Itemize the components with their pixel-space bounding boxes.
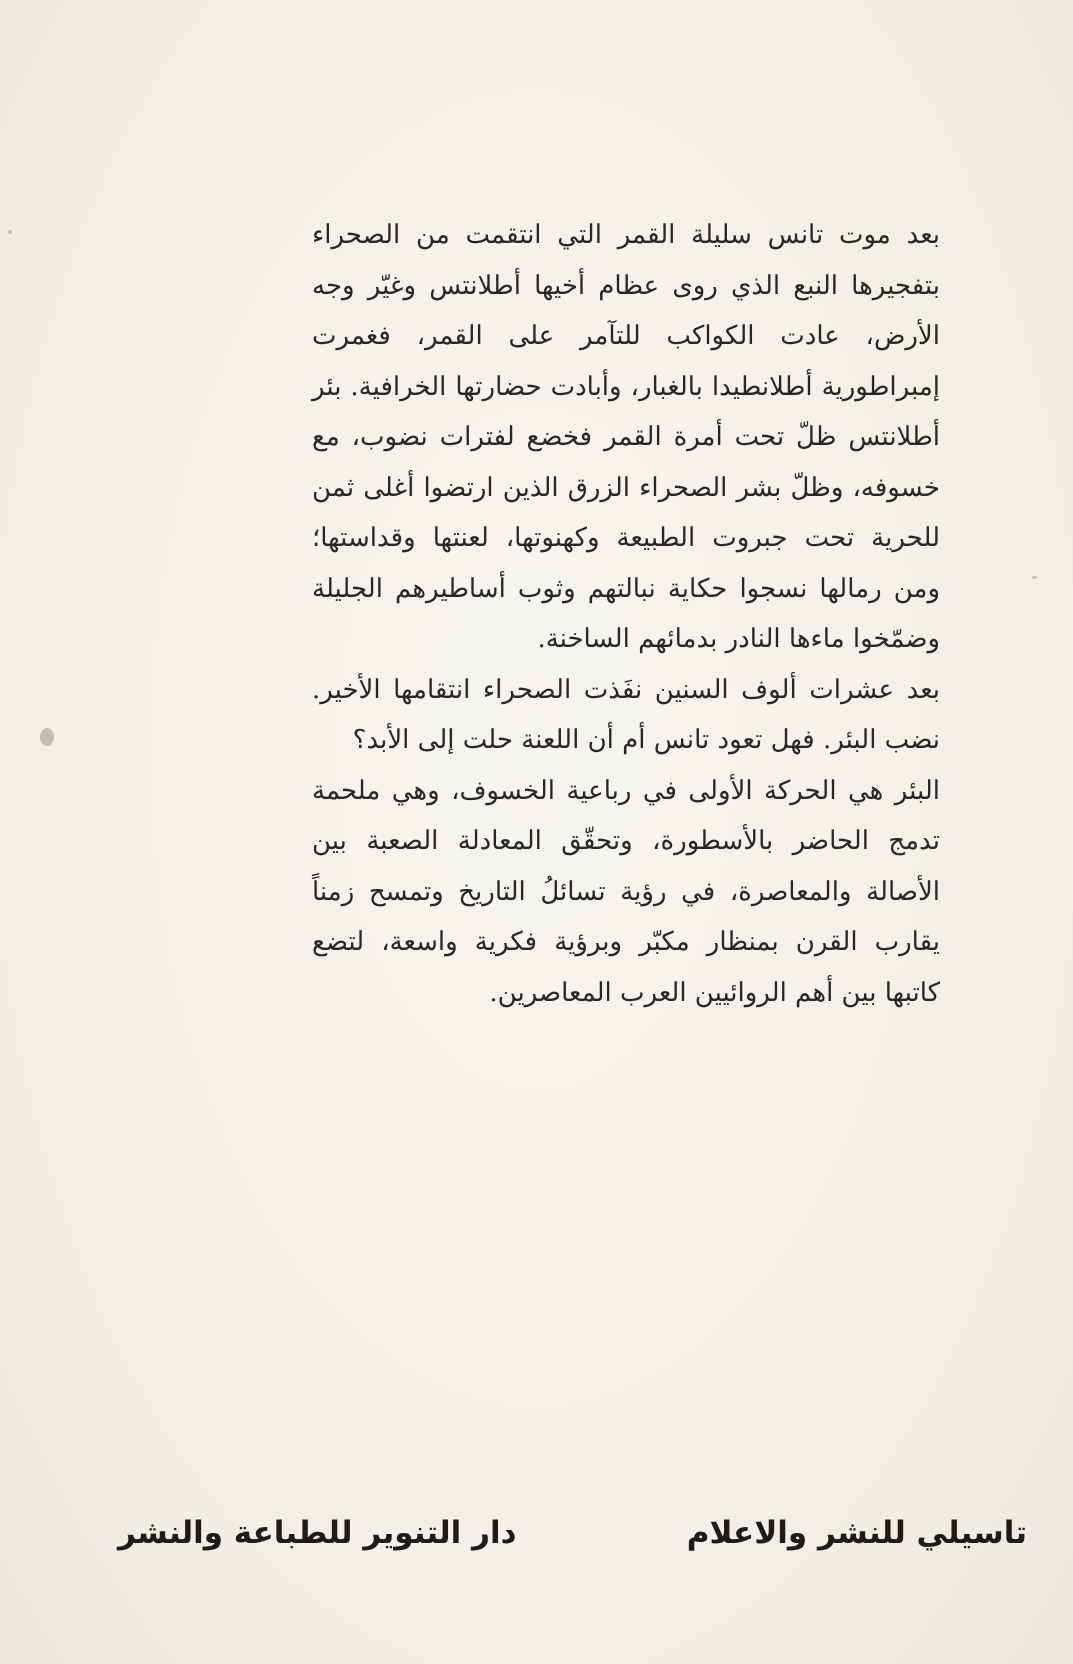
book-blurb xyxy=(312,210,940,1018)
publisher-tassili: تاسيلي للنشر والاعلام xyxy=(686,1515,1027,1551)
blurb-paragraph-2: بعد عشرات ألوف السنين نفَذت الصحراء انتقامها الأخير. نضب البئر. فهل تعود تانس أم أن اللعنة حلت إلى الأبد؟ xyxy=(312,674,940,755)
blurb-paragraph-3: البئر هي الحركة الأولى في رباعية الخسوف، وهي ملحمة تدمج الحاضر بالأسطورة، وتحقّق المعادلة الصعبة بين الأصالة والمعاصرة، في رؤية تسائلُ التاريخ وتمسح زمناً يقارب القرن بمنظار مكبّر وبرؤية فكرية واسعة، لتضع كاتبها بين أهم الروائيين العرب المعاصرين. xyxy=(312,775,940,1008)
paper-speck xyxy=(8,230,12,234)
paper-speck xyxy=(40,728,54,746)
blurb-paragraph-1: بعد موت تانس سليلة القمر التي انتقمت من الصحراء بتفجيرها النبع الذي روى عظام أخيها أطلانتس وغيّر وجه الأرض، عادت الكواكب للتآمر على القمر، فغمرت إمبراطورية أطلانطيدا بالغبار، وأبادت حضارتها الخرافية. بئر أطلانتس ظلّ تحت أمرة القمر فخضع لفترات نضوب، مع خسوفه، وظلّ بشر الصحراء الزرق الذين ارتضوا أغلى ثمن للحرية تحت جبروت الطبيعة وكهنوتها، لعنتها وقداستها؛ ومن رمالها نسجوا حكاية نبالتهم وثوب أساطيرهم الجليلة وضمّخوا ماءها النادر بدمائهم الساخنة. xyxy=(312,220,940,654)
publisher-dar-al-tanweer: دار التنوير للطباعة والنشر xyxy=(118,1515,517,1551)
paper-speck xyxy=(1032,576,1037,579)
